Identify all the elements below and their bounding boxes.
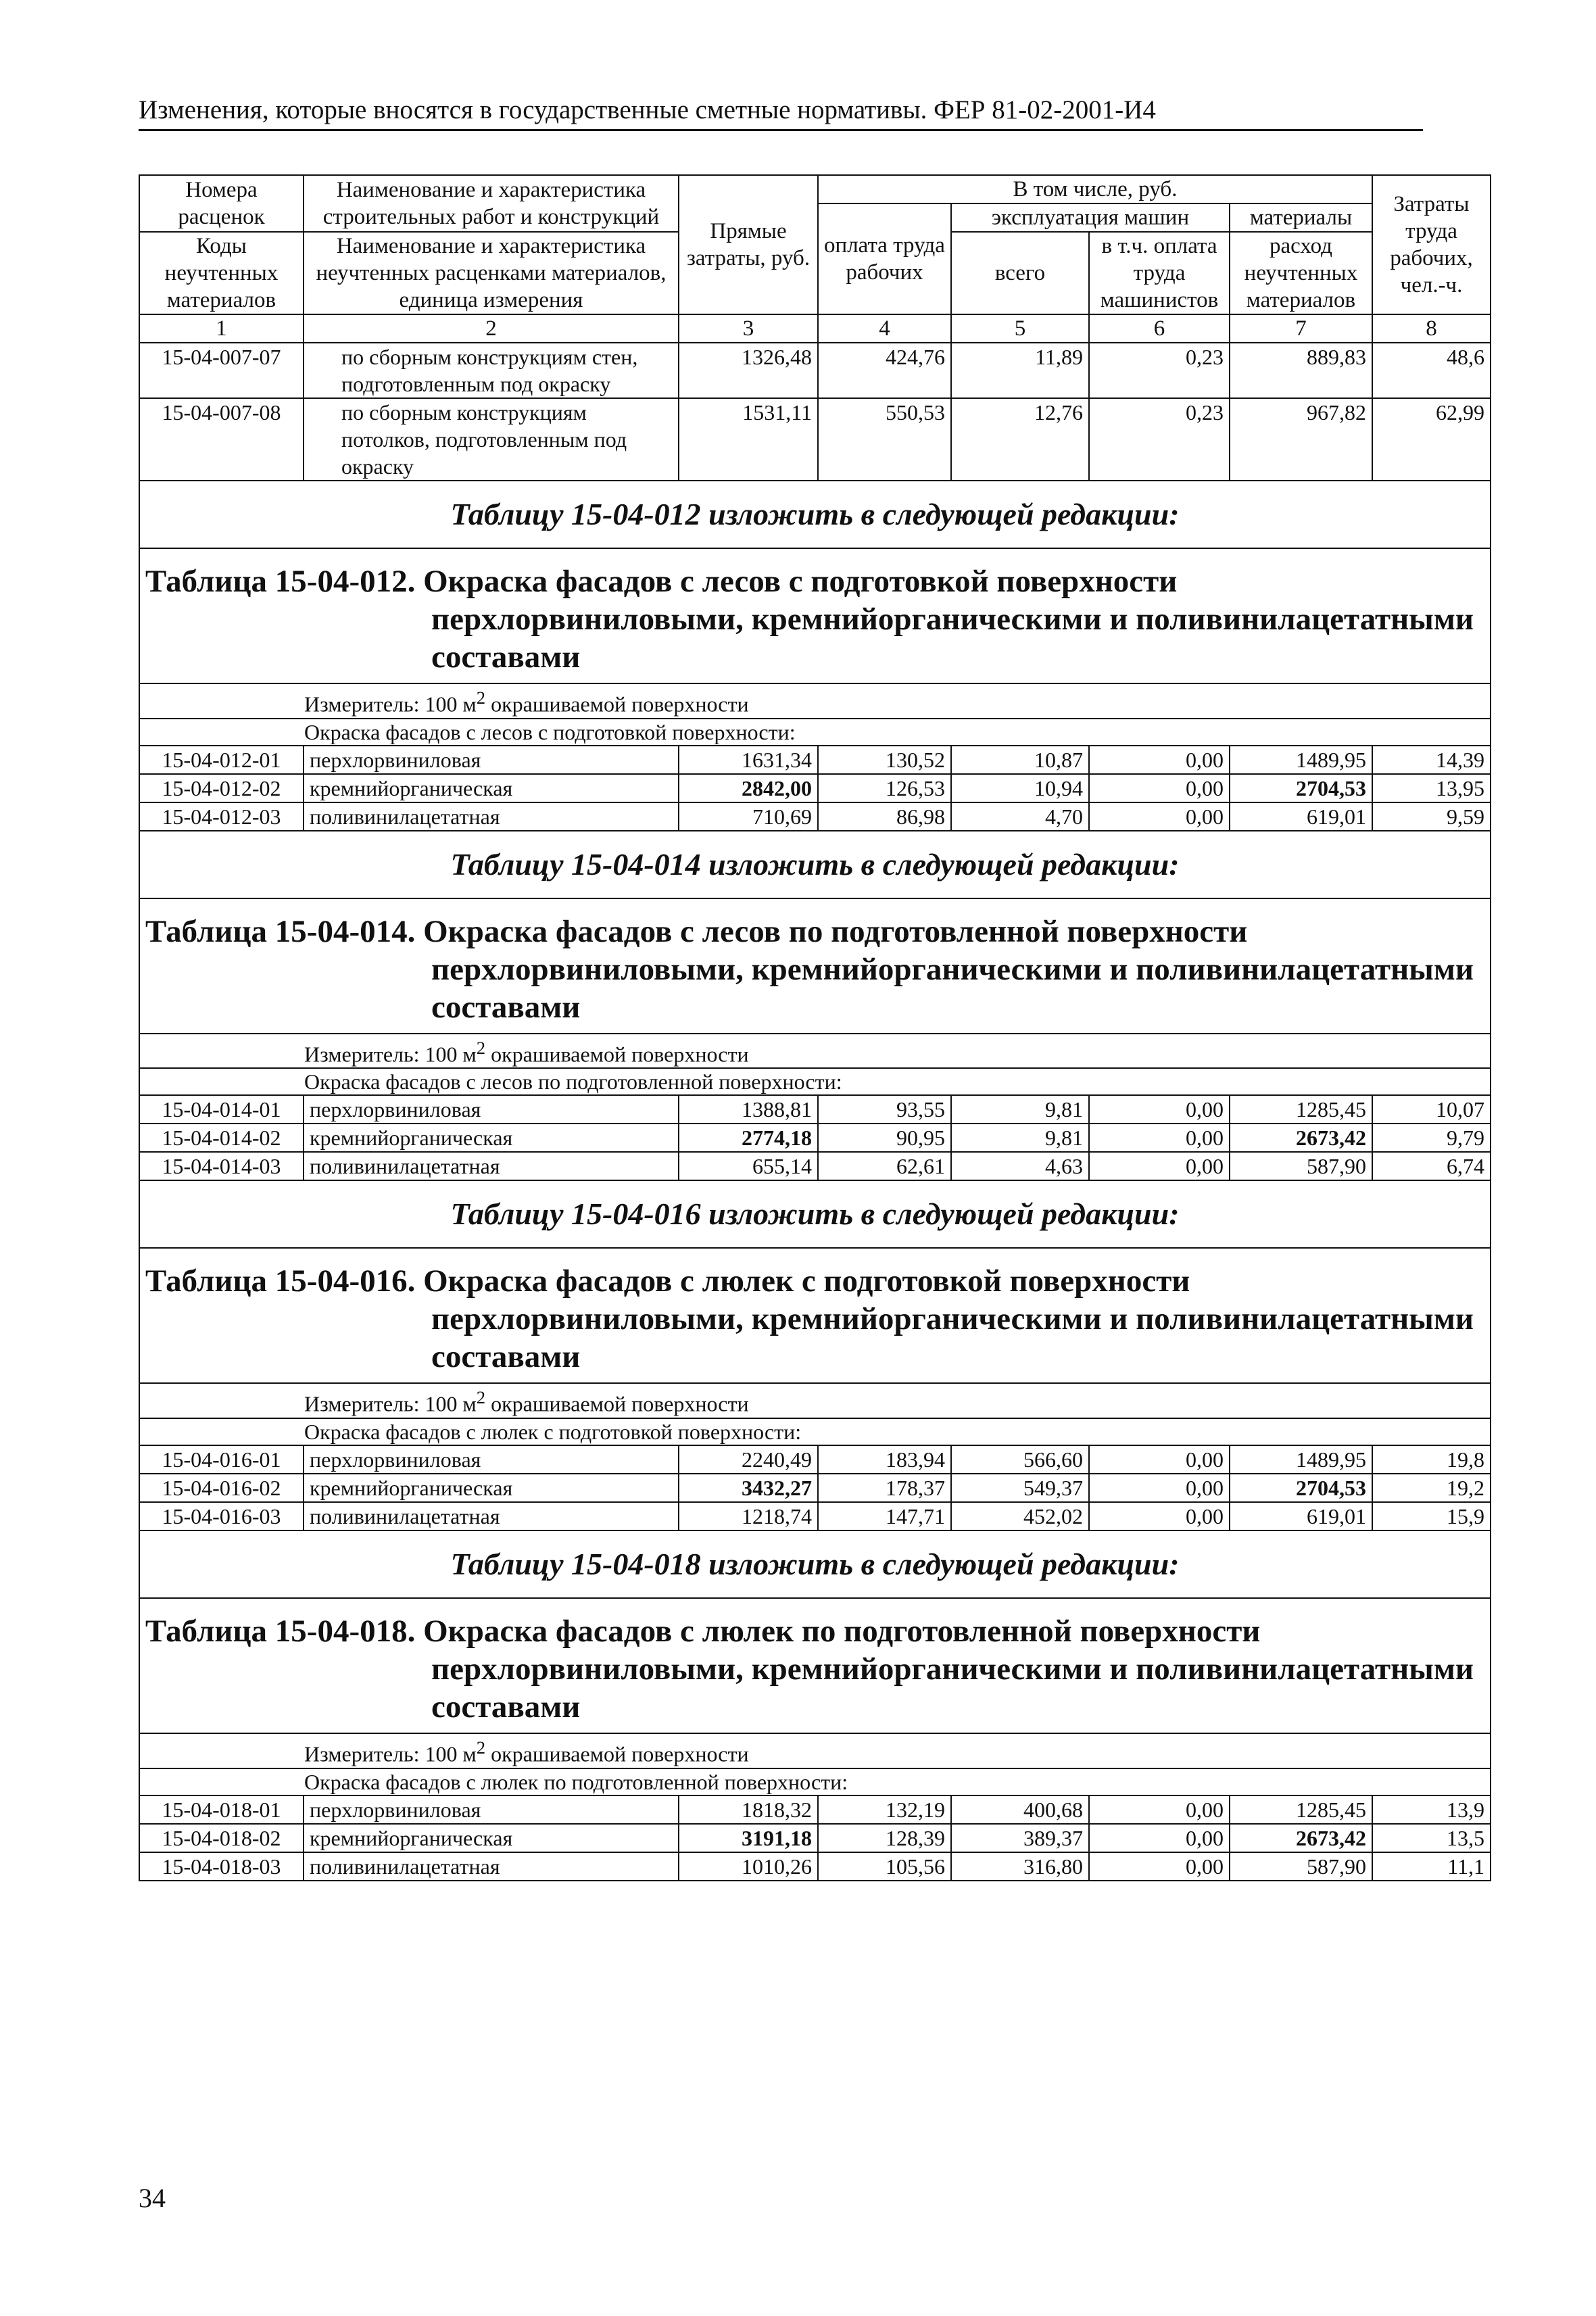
- table-row: [139, 802, 1491, 831]
- table-row: [139, 1502, 1491, 1530]
- table-title-line2: перхлорвиниловыми, кремнийорганическими и поливинилацетатными: [431, 951, 1474, 987]
- header-name-top: Наименование и характеристика строительных работ и конструкций: [304, 175, 679, 232]
- header-codes-top: Номера расценок: [139, 175, 304, 232]
- table-title-line2: перхлорвиниловыми, кремнийорганическими и поливинилацетатными: [431, 1301, 1474, 1337]
- row-machinist-pay: 0,00: [1089, 1852, 1230, 1881]
- row-code: 15-04-014-01: [139, 1095, 304, 1124]
- col-number: 8: [1372, 314, 1491, 343]
- row-code: 15-04-018-01: [139, 1795, 304, 1824]
- row-materials: 967,82: [1230, 398, 1372, 481]
- header-machine-operation: эксплуатация машин: [951, 203, 1230, 232]
- header-labor-hours: Затраты труда рабочих, чел.-ч.: [1372, 175, 1491, 314]
- row-machinist-pay: 0,00: [1089, 1502, 1230, 1530]
- col-number: 4: [818, 314, 951, 343]
- measure-row: [139, 683, 1491, 719]
- row-machines: 452,02: [951, 1502, 1089, 1530]
- measure-text: Измеритель: 100 $м^2$ окрашиваемой поверхности: [139, 683, 1491, 719]
- row-direct: 1631,34: [679, 746, 818, 774]
- subsection-row: [139, 1768, 1491, 1795]
- col-number: 7: [1230, 314, 1372, 343]
- header-in-total: В том числе, руб.: [818, 175, 1372, 203]
- row-labor: 105,56: [818, 1852, 951, 1881]
- row-materials: 1285,45: [1230, 1795, 1372, 1824]
- row-labor: 86,98: [818, 802, 951, 831]
- row-materials: 1285,45: [1230, 1095, 1372, 1124]
- table-title-row: [139, 548, 1491, 683]
- measure-text: Измеритель: 100 $м^2$ окрашиваемой поверхности: [139, 1733, 1491, 1768]
- row-code: 15-04-007-07: [139, 343, 304, 398]
- row-code: 15-04-007-08: [139, 398, 304, 481]
- measure-text: Измеритель: 100 $м^2$ окрашиваемой поверхности: [139, 1383, 1491, 1418]
- row-machinist-pay: 0,00: [1089, 1095, 1230, 1124]
- row-direct: 1218,74: [679, 1502, 818, 1530]
- row-name: поливинилацетатная: [304, 1502, 679, 1530]
- row-machinist-pay: 0,00: [1089, 1445, 1230, 1474]
- row-code: 15-04-018-03: [139, 1852, 304, 1881]
- column-numbers-row: [139, 314, 1491, 343]
- row-machinist-pay: 0,00: [1089, 774, 1230, 802]
- row-machinist-pay: 0,00: [1089, 1124, 1230, 1152]
- row-labor: 147,71: [818, 1502, 951, 1530]
- row-hours: 14,39: [1372, 746, 1491, 774]
- header-name-bottom: Наименование и характеристика неучтенных расценками материалов, единица измерения: [304, 232, 679, 314]
- table-row: [139, 1474, 1491, 1502]
- row-machines: 9,81: [951, 1095, 1089, 1124]
- row-machinist-pay: 0,23: [1089, 343, 1230, 398]
- row-machines: 566,60: [951, 1445, 1089, 1474]
- row-labor: 128,39: [818, 1824, 951, 1852]
- row-machinist-pay: 0,00: [1089, 1824, 1230, 1852]
- row-machinist-pay: 0,00: [1089, 1795, 1230, 1824]
- row-hours: 9,59: [1372, 802, 1491, 831]
- row-code: 15-04-016-01: [139, 1445, 304, 1474]
- row-direct: 3191,18: [679, 1824, 818, 1852]
- row-materials: 1489,95: [1230, 746, 1372, 774]
- instruction-row: [139, 481, 1491, 548]
- norms-table: [139, 174, 1491, 1881]
- row-direct: 2240,49: [679, 1445, 818, 1474]
- row-labor: 93,55: [818, 1095, 951, 1124]
- row-hours: 48,6: [1372, 343, 1491, 398]
- row-name: перхлорвиниловая: [304, 1795, 679, 1824]
- row-name: перхлорвиниловая: [304, 1095, 679, 1124]
- table-title-lead: Таблица 15-04-012. Окраска фасадов с лесов с подготовкой поверхности: [145, 564, 1178, 599]
- row-machinist-pay: 0,00: [1089, 1474, 1230, 1502]
- row-direct: 2842,00: [679, 774, 818, 802]
- row-materials: 2673,42: [1230, 1824, 1372, 1852]
- table-title-row: [139, 1598, 1491, 1733]
- norms-table-wrapper: [139, 174, 1490, 1881]
- table-row: [139, 1445, 1491, 1474]
- row-hours: 19,2: [1372, 1474, 1491, 1502]
- row-code: 15-04-012-02: [139, 774, 304, 802]
- row-materials: 2704,53: [1230, 774, 1372, 802]
- row-hours: 13,95: [1372, 774, 1491, 802]
- table-row: [139, 1824, 1491, 1852]
- measure-row: [139, 1733, 1491, 1768]
- row-machinist-pay: 0,00: [1089, 746, 1230, 774]
- row-code: 15-04-012-03: [139, 802, 304, 831]
- instruction-text: Таблицу 15-04-014 изложить в следующей редакции:: [139, 831, 1491, 898]
- row-direct: 1388,81: [679, 1095, 818, 1124]
- row-name: перхлорвиниловая: [304, 746, 679, 774]
- measure-row: [139, 1383, 1491, 1418]
- subsection-text: Окраска фасадов с люлек с подготовкой поверхности:: [139, 1418, 1491, 1445]
- row-direct: 655,14: [679, 1152, 818, 1180]
- row-labor: 550,53: [818, 398, 951, 481]
- col-number: 5: [951, 314, 1089, 343]
- instruction-text: Таблицу 15-04-012 изложить в следующей редакции:: [139, 481, 1491, 548]
- row-materials: 2673,42: [1230, 1124, 1372, 1152]
- row-machines: 10,87: [951, 746, 1089, 774]
- header-codes-bottom: Коды неучтенных материалов: [139, 232, 304, 314]
- row-name: поливинилацетатная: [304, 802, 679, 831]
- row-direct: 1010,26: [679, 1852, 818, 1881]
- row-machinist-pay: 0,23: [1089, 398, 1230, 481]
- row-direct: 1326,48: [679, 343, 818, 398]
- col-number: 6: [1089, 314, 1230, 343]
- row-hours: 13,9: [1372, 1795, 1491, 1824]
- row-name: поливинилацетатная: [304, 1852, 679, 1881]
- header-machinist-pay: в т.ч. оплата труда машинистов: [1089, 232, 1230, 314]
- measure-row: [139, 1034, 1491, 1069]
- table-title-line2: перхлорвиниловыми, кремнийорганическими и поливинилацетатными: [431, 602, 1474, 637]
- header-row-1: [139, 175, 1491, 203]
- row-direct: 710,69: [679, 802, 818, 831]
- row-code: 15-04-016-03: [139, 1502, 304, 1530]
- row-name: по сборным конструкциям потолков, подготовленным под окраску: [304, 398, 679, 481]
- row-machines: 10,94: [951, 774, 1089, 802]
- row-materials: 889,83: [1230, 343, 1372, 398]
- row-labor: 132,19: [818, 1795, 951, 1824]
- table-title-row: [139, 898, 1491, 1034]
- header-labor-pay: оплата труда рабочих: [818, 203, 951, 314]
- subsection-row: [139, 1418, 1491, 1445]
- instruction-row: [139, 1530, 1491, 1598]
- table-row: [139, 1095, 1491, 1124]
- table-title-lead: Таблица 15-04-016. Окраска фасадов с люлек с подготовкой поверхности: [145, 1263, 1190, 1299]
- page-number: 34: [139, 2183, 166, 2213]
- row-name: кремнийорганическая: [304, 1824, 679, 1852]
- row-machines: 389,37: [951, 1824, 1089, 1852]
- instruction-text: Таблицу 15-04-016 изложить в следующей редакции:: [139, 1180, 1491, 1248]
- row-code: 15-04-014-02: [139, 1124, 304, 1152]
- table-row: [139, 398, 1491, 481]
- page-header: Изменения, которые вносятся в государственные сметные нормативы. ФЕР 81-02-2001-И4: [139, 91, 1423, 131]
- instruction-text: Таблицу 15-04-018 изложить в следующей редакции:: [139, 1530, 1491, 1598]
- row-labor: 183,94: [818, 1445, 951, 1474]
- header-machine-total: всего: [951, 232, 1089, 314]
- row-code: 15-04-014-03: [139, 1152, 304, 1180]
- row-name: кремнийорганическая: [304, 774, 679, 802]
- table-row: [139, 1852, 1491, 1881]
- row-machines: 4,70: [951, 802, 1089, 831]
- row-labor: 130,52: [818, 746, 951, 774]
- table-title-lead: Таблица 15-04-014. Окраска фасадов с лесов по подготовленной поверхности: [145, 913, 1248, 949]
- row-machines: 549,37: [951, 1474, 1089, 1502]
- subsection-text: Окраска фасадов с лесов по подготовленной поверхности:: [139, 1068, 1491, 1095]
- row-code: 15-04-018-02: [139, 1824, 304, 1852]
- col-number: 3: [679, 314, 818, 343]
- col-number: 2: [304, 314, 679, 343]
- row-labor: 62,61: [818, 1152, 951, 1180]
- row-materials: 2704,53: [1230, 1474, 1372, 1502]
- row-name: перхлорвиниловая: [304, 1445, 679, 1474]
- row-name: по сборным конструкциям стен, подготовленным под окраску: [304, 343, 679, 398]
- row-hours: 10,07: [1372, 1095, 1491, 1124]
- table-title-lead: Таблица 15-04-018. Окраска фасадов с люлек по подготовленной поверхности: [145, 1613, 1261, 1649]
- row-machinist-pay: 0,00: [1089, 802, 1230, 831]
- header-direct-costs: Прямые затраты, руб.: [679, 175, 818, 314]
- row-labor: 424,76: [818, 343, 951, 398]
- table-row: [139, 746, 1491, 774]
- subsection-text: Окраска фасадов с люлек по подготовленной поверхности:: [139, 1768, 1491, 1795]
- header-materials: материалы: [1230, 203, 1372, 232]
- row-hours: 11,1: [1372, 1852, 1491, 1881]
- row-machines: 400,68: [951, 1795, 1089, 1824]
- row-hours: 9,79: [1372, 1124, 1491, 1152]
- table-title-line3: составами: [431, 989, 581, 1025]
- table-title-line3: составами: [431, 1339, 581, 1375]
- row-labor: 90,95: [818, 1124, 951, 1152]
- subsection-row: [139, 1068, 1491, 1095]
- row-name: поливинилацетатная: [304, 1152, 679, 1180]
- instruction-row: [139, 1180, 1491, 1248]
- subsection-row: [139, 719, 1491, 746]
- row-direct: 3432,27: [679, 1474, 818, 1502]
- row-code: 15-04-012-01: [139, 746, 304, 774]
- row-machines: 11,89: [951, 343, 1089, 398]
- row-labor: 178,37: [818, 1474, 951, 1502]
- table-title-line3: составами: [431, 640, 581, 675]
- table-row: [139, 1152, 1491, 1180]
- row-name: кремнийорганическая: [304, 1124, 679, 1152]
- subsection-text: Окраска фасадов с лесов с подготовкой поверхности:: [139, 719, 1491, 746]
- row-machines: 316,80: [951, 1852, 1089, 1881]
- row-name: кремнийорганическая: [304, 1474, 679, 1502]
- row-materials: 619,01: [1230, 1502, 1372, 1530]
- table-row: [139, 1124, 1491, 1152]
- row-materials: 1489,95: [1230, 1445, 1372, 1474]
- row-machinist-pay: 0,00: [1089, 1152, 1230, 1180]
- row-materials: 587,90: [1230, 1152, 1372, 1180]
- row-hours: 6,74: [1372, 1152, 1491, 1180]
- table-title-line2: перхлорвиниловыми, кремнийорганическими и поливинилацетатными: [431, 1651, 1474, 1687]
- row-code: 15-04-016-02: [139, 1474, 304, 1502]
- table-title-row: [139, 1248, 1491, 1383]
- table-row: [139, 1795, 1491, 1824]
- table-row: [139, 774, 1491, 802]
- table-row: [139, 343, 1491, 398]
- row-materials: 619,01: [1230, 802, 1372, 831]
- row-machines: 12,76: [951, 398, 1089, 481]
- instruction-row: [139, 831, 1491, 898]
- row-hours: 15,9: [1372, 1502, 1491, 1530]
- measure-text: Измеритель: 100 $м^2$ окрашиваемой поверхности: [139, 1034, 1491, 1069]
- row-hours: 13,5: [1372, 1824, 1491, 1852]
- row-direct: 2774,18: [679, 1124, 818, 1152]
- row-labor: 126,53: [818, 774, 951, 802]
- row-machines: 9,81: [951, 1124, 1089, 1152]
- row-machines: 4,63: [951, 1152, 1089, 1180]
- row-materials: 587,90: [1230, 1852, 1372, 1881]
- header-materials-unaccounted: расход неучтенных материалов: [1230, 232, 1372, 314]
- row-hours: 19,8: [1372, 1445, 1491, 1474]
- row-hours: 62,99: [1372, 398, 1491, 481]
- table-title-line3: составами: [431, 1689, 581, 1724]
- row-direct: 1818,32: [679, 1795, 818, 1824]
- row-direct: 1531,11: [679, 398, 818, 481]
- col-number: 1: [139, 314, 304, 343]
